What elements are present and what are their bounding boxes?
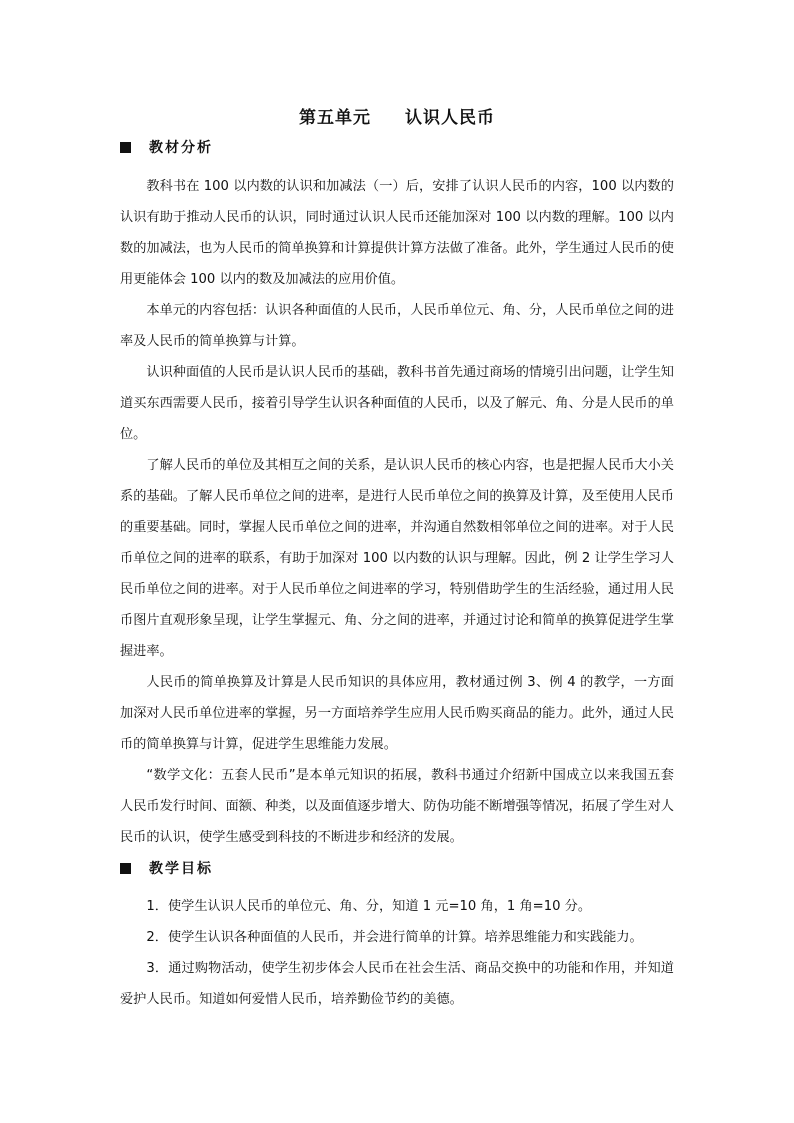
paragraph: 了解人民币的单位及其相互之间的关系，是认识人民币的核心内容，也是把握人民币大小关系的基础。了解人民币单位之间的进率，是进行人民币单位之间的换算及计算，及至使用人民币的重要基础。同时，掌握人民币单位之间的进率，并沟通自然数相邻单位之间的进率。对于人民币单位之间的进率的联系，有助于加深对 100 以内数的认识与理解。因此，例 2 让学生学习人民币单位之间的进率。对于人民币单位之间进率的学习，特别借助学生的生活经验，通过用人民币图片直观形象呈现，让学生掌握元、角、分之间的进率，并通过讨论和简单的换算促进学生掌握进率。 bbox=[120, 458, 674, 659]
black-square-icon bbox=[120, 863, 131, 874]
list-item: 2．使学生认识各种面值的人民币，并会进行简单的计算。培养思维能力和实践能力。 bbox=[146, 930, 643, 945]
page-title bbox=[0, 103, 794, 128]
section-body-analysis bbox=[120, 171, 674, 853]
paragraph: 本单元的内容包括：认识各种面值的人民币，人民币单位元、角、分，人民币单位之间的进率及人民币的简单换算与计算。 bbox=[120, 303, 674, 349]
section-heading-label: 教学目标 bbox=[149, 861, 213, 877]
paragraph: 人民币的简单换算及计算是人民币知识的具体应用，教材通过例 3、例 4 的教学，一方面加深对人民币单位进率的掌握，另一方面培养学生应用人民币购买商品的能力。此外，通过人民币的简单换算与计算，促进学生思维能力发展。 bbox=[120, 675, 674, 752]
section-body-goals bbox=[120, 891, 674, 1015]
list-item: 1．使学生认识人民币的单位元、角、分，知道 1 元=10 角，1 角=10 分。 bbox=[146, 899, 592, 914]
unit-label: 第五单元 bbox=[299, 108, 371, 128]
list-item: 3．通过购物活动，使学生初步体会人民币在社会生活、商品交换中的功能和作用，并知道爱护人民币。知道如何爱惜人民币，培养勤俭节约的美德。 bbox=[120, 961, 674, 1007]
unit-name: 认识人民币 bbox=[405, 108, 495, 128]
black-square-icon bbox=[120, 142, 131, 153]
section-heading-label: 教材分析 bbox=[149, 140, 213, 156]
section-heading-analysis bbox=[120, 137, 213, 157]
paragraph: 教科书在 100 以内数的认识和加减法（一）后，安排了认识人民币的内容，100 以内数的认识有助于推动人民币的认识，同时通过认识人民币还能加深对 100 以内数的理解。100 以内数的加减法，也为人民币的简单换算和计算提供计算方法做了准备。此外，学生通过人民币的使用更能体会 100 以内的数及加减法的应用价值。 bbox=[120, 179, 674, 287]
section-heading-goals bbox=[120, 858, 213, 878]
paragraph: 认识种面值的人民币是认识人民币的基础，教科书首先通过商场的情境引出问题，让学生知道买东西需要人民币，接着引导学生认识各种面值的人民币，以及了解元、角、分是人民币的单位。 bbox=[120, 365, 674, 442]
paragraph: “数学文化：五套人民币”是本单元知识的拓展，教科书通过介绍新中国成立以来我国五套人民币发行时间、面额、种类，以及面值逐步增大、防伪功能不断增强等情况，拓展了学生对人民币的认识，使学生感受到科技的不断进步和经济的发展。 bbox=[120, 768, 674, 845]
